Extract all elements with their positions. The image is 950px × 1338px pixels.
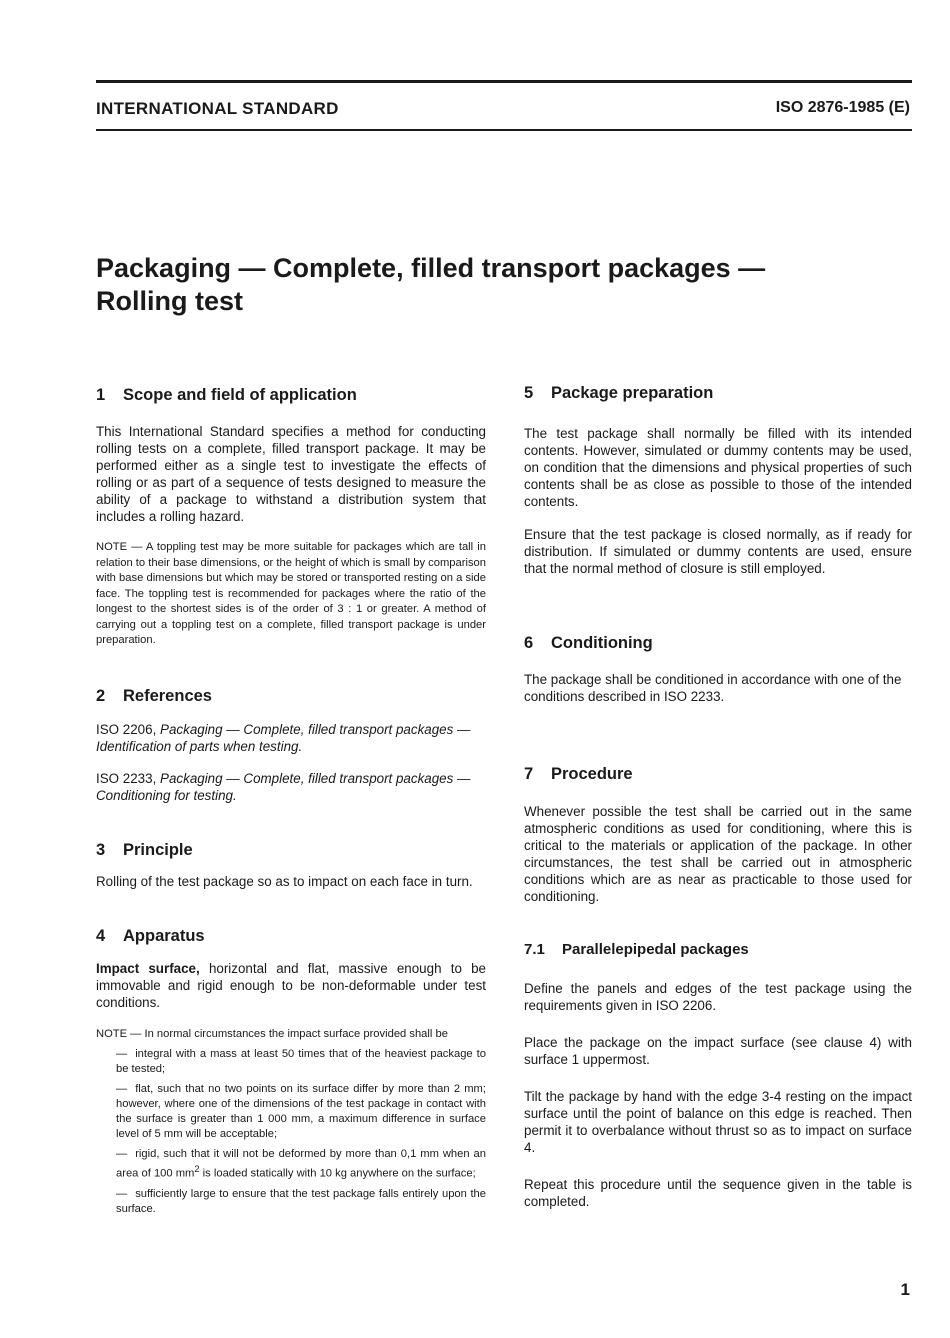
section-6-heading [524, 632, 912, 654]
header-bottom-rule [96, 129, 912, 131]
section-title: References [123, 686, 212, 705]
procedure-paragraph: Whenever possible the test shall be carried out in the same atmospheric conditions as used for conditioning, where this is critical to the materials or application of the package. In other circumstances, the test shall be carried out in atmospheric conditions which are as near as practicable to those used for conditioning. [524, 804, 912, 904]
apparatus-note: NOTE — In normal circumstances the impact surface provided shall be [96, 1027, 448, 1040]
note-list-item: — integral with a mass at least 50 times that of the heaviest package to be tested; [116, 1048, 486, 1075]
reference-title: Packaging — Complete, filled transport packages — Conditioning for testing. [96, 770, 471, 803]
principle-paragraph: Rolling of the test package so as to impact on each face in turn. [96, 873, 473, 889]
impact-surface-definition: horizontal and flat, massive enough to be immovable and rigid enough to be non-deformable under test conditions. [96, 960, 486, 1010]
parallelepipedal-paragraph-2: Place the package on the impact surface (see clause 4) with surface 1 uppermost. [524, 1035, 912, 1067]
apparatus-paragraph [96, 960, 486, 1011]
section-2-heading [96, 685, 486, 707]
note-list-item: — flat, such that no two points on its surface differ by more than 2 mm; however, where one of the dimensions of the test package in contact with the surface is greater than 1 000 mm, a maximum difference in surface level of 5 mm will be acceptable; [116, 1083, 486, 1140]
section-7-heading [524, 763, 912, 785]
subsection-7-1-heading [524, 940, 912, 960]
reference-title: Packaging — Complete, filled transport packages — Identification of parts when testing. [96, 721, 471, 754]
section-5-heading [524, 382, 912, 404]
section-number: 2 [96, 686, 106, 705]
impact-surface-term: Impact surface, [96, 960, 200, 976]
section-title: Conditioning [551, 634, 653, 652]
conditioning-paragraph: The package shall be conditioned in accordance with one of the conditions described in ISO 2233. [524, 672, 902, 704]
section-title: Package preparation [551, 384, 714, 402]
scope-paragraph: This International Standard specifies a method for conducting rolling tests on a complete, filled transport package. It may be performed either as a single test to investigate the effects of rolling or as part of a sequence of tests designed to measure the ability of a package to withstand a distribution system that includes a rolling hazard. [96, 424, 486, 524]
section-3-heading [96, 839, 486, 861]
reference-code: ISO 2206, [96, 721, 157, 737]
title-line-2: Rolling test [96, 286, 243, 316]
superscript: 2 [194, 1164, 200, 1174]
section-number: 3 [96, 840, 106, 859]
section-1-heading [96, 384, 486, 406]
subsection-title: Parallelepipedal packages [562, 941, 749, 958]
reference-iso-2233 [96, 770, 486, 804]
section-number: 5 [524, 384, 534, 402]
document-type-label: INTERNATIONAL STANDARD [96, 99, 339, 118]
subsection-number: 7.1 [524, 941, 545, 958]
standard-number: ISO 2876-1985 (E) [775, 99, 910, 116]
reference-code: ISO 2233, [96, 770, 157, 786]
parallelepipedal-paragraph-1: Define the panels and edges of the test package using the requirements given in ISO 2206. [524, 981, 912, 1013]
parallelepipedal-paragraph-3: Tilt the package by hand with the edge 3-4 resting on the impact surface until the point of balance on this edge is reached. Then permit it to overbalance without thrust so as to impact on surface 4. [524, 1089, 912, 1155]
section-number: 1 [96, 386, 106, 404]
preparation-paragraph-2: Ensure that the test package is closed normally, as if ready for distribution. If simulated or dummy contents are used, ensure that the normal method of closure is still employed. [524, 527, 912, 576]
section-4-heading [96, 925, 486, 947]
document-title [96, 252, 896, 318]
section-title: Procedure [551, 765, 633, 783]
parallelepipedal-paragraph-4: Repeat this procedure until the sequence given in the table is completed. [524, 1177, 912, 1209]
note-list-item: — rigid, such that it will not be deformed by more than 0,1 mm when an area of 100 $mm^2$ is loaded statically with 10 kg anywhere on the surface; [116, 1148, 486, 1180]
section-title: Principle [123, 840, 193, 859]
section-title: Scope and field of application [123, 386, 357, 404]
preparation-paragraph-1: The test package shall normally be filled with its intended contents. However, simulated or dummy contents may be used, on condition that the dimensions and physical properties of such contents shall be as close as possible to those of the intended contents. [524, 426, 912, 509]
reference-iso-2206 [96, 721, 486, 755]
section-number: 6 [524, 634, 534, 652]
right-column [524, 380, 912, 1210]
page-number: 1 [900, 1280, 910, 1299]
left-column [96, 380, 486, 1217]
section-title: Apparatus [123, 926, 205, 945]
scope-note: NOTE — A toppling test may be more suitable for packages which are tall in relation to their base dimensions, or the height of which is small by comparison with base dimensions but which may be stored or transported resting on a side face. The toppling test is recommended for packages where the ratio of the longest to the shortest sides is of the order of 3 : 1 or greater. A method of carrying out a toppling test on a complete, filled transport package is under preparation. [96, 541, 486, 646]
section-number: 4 [96, 926, 106, 945]
note-list-item: — sufficiently large to ensure that the test package falls entirely upon the surface. [116, 1187, 486, 1215]
section-number: 7 [524, 765, 534, 783]
header-top-rule [96, 80, 912, 83]
title-line-1: Packaging — Complete, filled transport packages — [96, 253, 766, 283]
